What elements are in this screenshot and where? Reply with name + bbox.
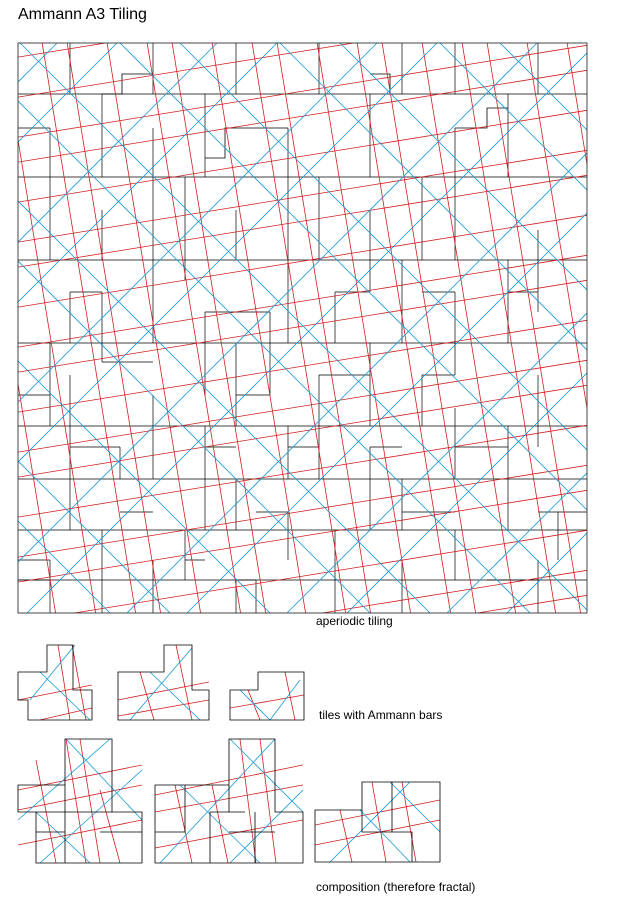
caption-tiles-with-bars: tiles with Ammann bars [319,708,443,722]
tile-medium [118,645,209,720]
caption-aperiodic-tiling: aperiodic tiling [316,614,393,628]
composition-tile-small [315,782,440,862]
composition-tile-large [18,739,142,863]
page-title: Ammann A3 Tiling [18,6,147,23]
composition-tile-medium [155,739,303,863]
tile-small-tall [18,645,92,720]
caption-composition: composition (therefore fractal) [316,880,476,894]
tile-small-flat [230,672,304,720]
